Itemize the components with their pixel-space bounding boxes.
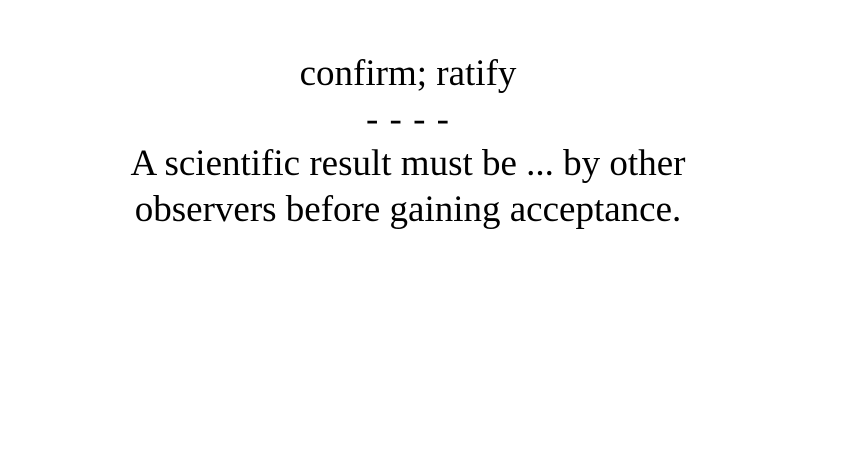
- definition-text: confirm; ratify: [299, 53, 517, 94]
- example-sentence-line-1: A scientific result must be ... by other: [130, 143, 686, 184]
- separator: - - - -: [365, 99, 451, 140]
- example-sentence-line-2: observers before gaining acceptance.: [134, 189, 682, 230]
